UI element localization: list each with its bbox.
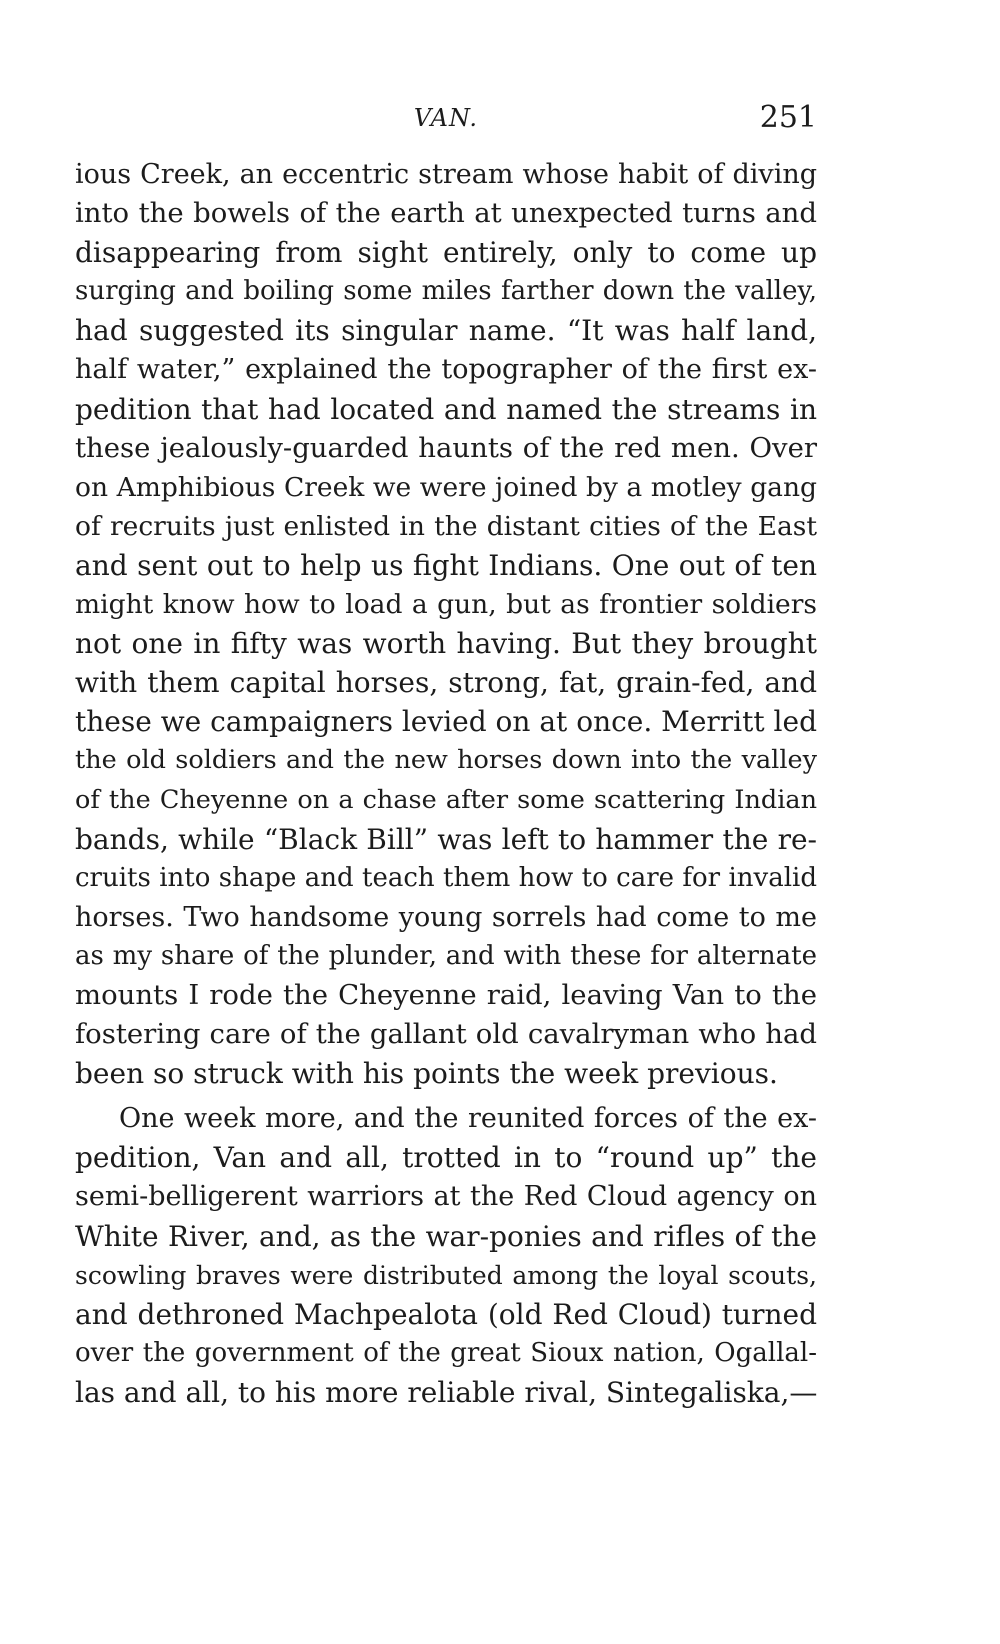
text-line: scowling braves were distributed among the loyal scouts, [75,1260,817,1290]
text-line: White River, and, as the war-ponies and rifles of the [75,1219,817,1253]
running-head [75,96,817,136]
text-line: cruits into shape and teach them how to care for invalid [75,862,817,893]
text-line: these jealously-guarded haunts of the red men. Over [75,431,817,464]
text-line: as my share of the plunder, and with these for alternate [75,940,817,971]
page-number: 251 [759,100,817,135]
text-line: not one in fifty was worth having. But they brought [75,627,817,661]
text-line: of the Cheyenne on a chase after some scattering Indian [75,784,817,815]
text-line: semi-belligerent warriors at the Red Cloud agency on [75,1181,817,1213]
paragraph [75,155,817,1093]
text-line: the old soldiers and the new horses down into the valley [75,745,817,776]
text-line: horses. Two handsome young sorrels had come to me [75,901,817,933]
text-line: pedition that had located and named the streams in [75,392,817,426]
running-title: VAN. [413,104,479,132]
text-line: and sent out to help us fight Indians. One out of ten [75,548,817,582]
text-line: had suggested its singular name. “It was half land, [75,314,817,348]
text-line: over the government of the great Sioux nation, Ogallal- [75,1337,817,1368]
text-line: into the bowels of the earth at unexpected turns and [75,197,817,230]
text-line: las and all, to his more reliable rival, Sintegaliska,— [75,1375,818,1409]
text-line: disappearing from sight entirely, only to come up [75,236,817,270]
body-text [75,155,817,1412]
text-line: of recruits just enlisted in the distant cities of the East [75,510,817,542]
text-line: pedition, Van and all, trotted in to “round up” the [75,1141,817,1175]
text-line: these we campaigners levied on at once. Merritt led [75,705,817,739]
text-line: fostering care of the gallant old cavalryman who had [75,1018,817,1051]
paragraph [75,1099,817,1412]
text-line: with them capital horses, strong, fat, grain-fed, and [75,666,817,700]
text-line: and dethroned Machpealota (old Red Cloud) turned [75,1297,817,1331]
text-line: half water,” explained the topographer of the first ex- [75,354,817,386]
text-line: One week more, and the reunited forces of the ex- [119,1103,817,1135]
text-line: been so struck with his points the week previous. [75,1057,778,1091]
text-line: mounts I rode the Cheyenne raid, leaving Van to the [75,978,817,1011]
text-line: on Amphibious Creek we were joined by a motley gang [75,471,817,503]
text-line: bands, while “Black Bill” was left to hammer the re- [75,822,817,856]
text-line: ious Creek, an eccentric stream whose habit of diving [75,159,817,190]
text-line: surging and boiling some miles farther down the valley, [75,276,817,307]
text-line: might know how to load a gun, but as frontier soldiers [75,589,817,621]
